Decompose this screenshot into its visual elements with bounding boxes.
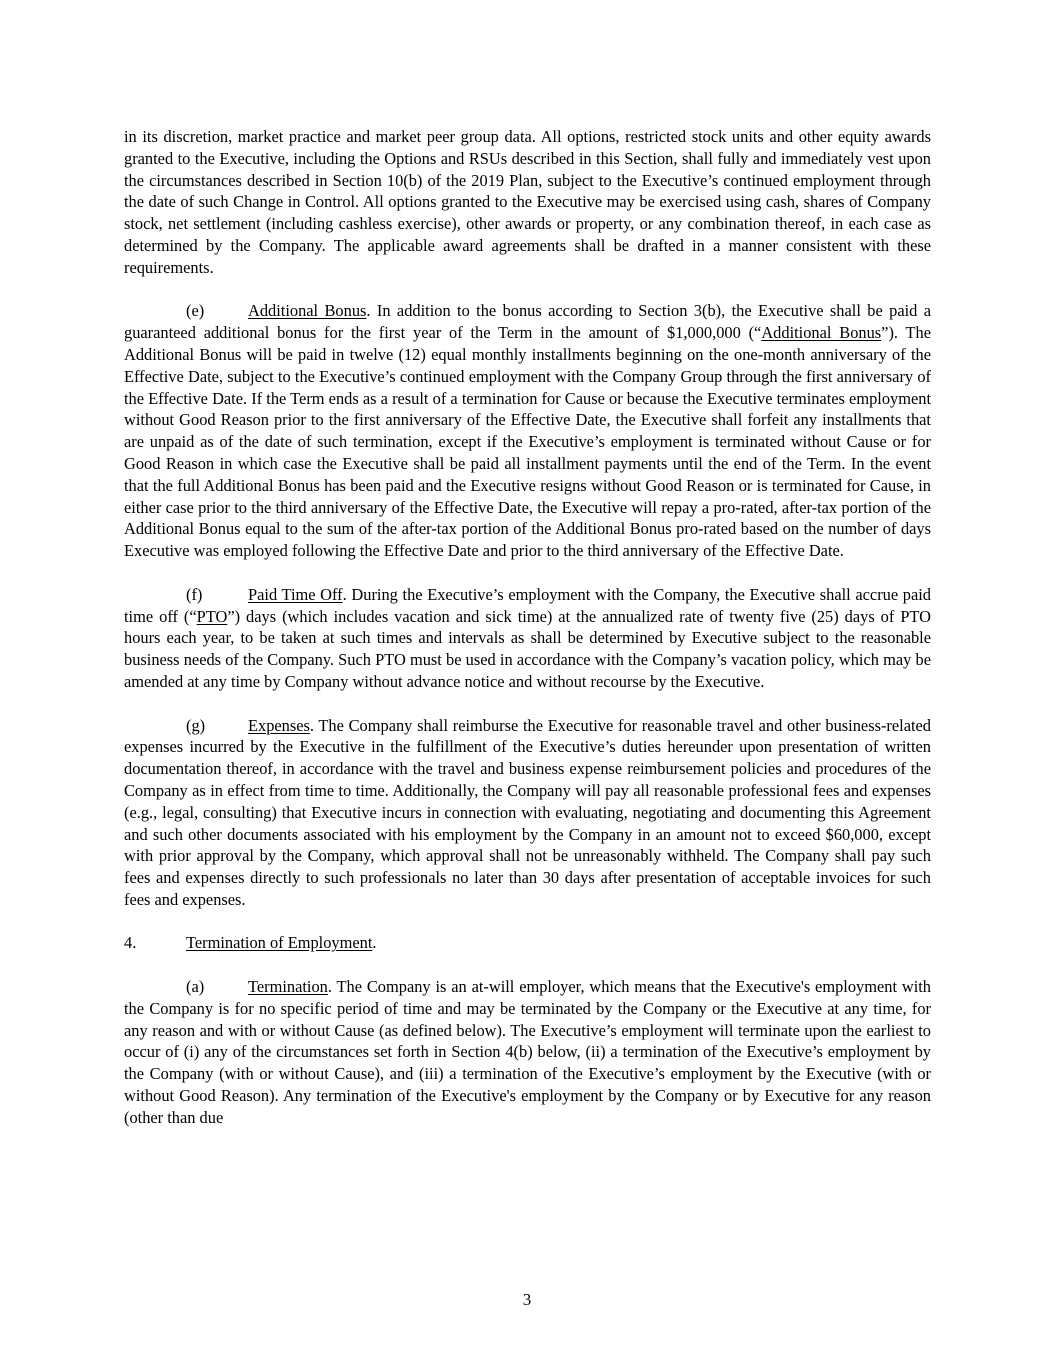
section-number: (e) (186, 301, 205, 321)
section-text: ”). The Additional Bonus will be paid in twelve (12) equal monthly installments beginning on the one-month anniversary of the Effective Date, subject to the Executive’s continued employment with the Company Group through the first anniversary of the Effective Date. If the Term ends as a result of a termination for Cause or because the Executive terminates employment without Good Reason prior to the first anniversary of the Effective Date, the Executive shall forfeit any installments that are unpaid as of the date of such termination, except if the Executive’s employment is terminated without Cause or for Good Reason in which case the Executive shall be paid all installment payments until the end of the Term. In the event that the full Additional Bonus has been paid and the Executive resigns without Good Reason or is terminated for Cause, in either case prior to the third anniversary of the Effective Date, the Executive will repay a pro-rated, after-tax portion of the Additional Bonus equal to the sum of the after-tax portion of the Additional Bonus pro-rated based on the number of days Executive was employed following the Effective Date and prior to the third anniversary of the Effective Date. (124, 323, 932, 561)
section-text: . The Company shall reimburse the Executive for reasonable travel and other business-related expenses incurred by the Executive in the fulfillment of the Executive’s duties hereunder upon presentation of written documentation thereof, in accordance with the travel and business expense reimbursement policies and procedures of the Company as in effect from time to time. Additionally, the Company will pay all reasonable professional fees and expenses (e.g., legal, consulting) that Executive incurs in connection with evaluating, negotiating and documenting this Agreement and such other documents associated with his employment by the Company in an amount not to exceed $60,000, except with prior approval by the Company, which approval shall not be unreasonably withheld. The Company shall pay such fees and expenses directly to such professionals no later than 30 days after presentation of acceptable invoices for such fees and expenses. (124, 715, 931, 909)
section-number: (a) (186, 977, 205, 997)
section-number: 4. (124, 933, 137, 953)
section-g-expenses (124, 715, 931, 911)
section-e-additional-bonus (124, 300, 931, 562)
section-title: Additional Bonus (248, 301, 367, 321)
section-4-heading (124, 932, 931, 954)
defined-term: PTO (196, 606, 228, 626)
section-number: (g) (186, 715, 206, 735)
section-title: Expenses (248, 715, 310, 735)
section-text: . During the Executive’s employment with the Company, the Executive shall accrue paid time off (“ (124, 584, 932, 626)
section-title: Termination of Employment (186, 933, 373, 953)
section-title: Paid Time Off (248, 584, 343, 604)
paragraph-continuation: in its discretion, market practice and market peer group data. All options, restricted stock units and other equity awards granted to the Executive, including the Options and RSUs described in this Section, shall fully and immediately vest upon the circumstances described in Section 10(b) of the 2019 Plan, subject to the Executive’s continued employment through the date of such Change in Control. All options granted to the Executive may be exercised using cash, shares of Company stock, net settlement (including cashless exercise), other awards or property, or any combination thereof, in each case as determined by the Company. The applicable award agreements shall be drafted in a manner consistent with these requirements. (124, 127, 931, 277)
section-number: (f) (186, 584, 203, 604)
defined-term: Additional Bonus (761, 323, 882, 343)
document-page (124, 126, 931, 1129)
section-text: . The Company is an at-will employer, which means that the Executive's employment with the Company is for no specific period of time and may be terminated by the Company or the Executive at any time, for any reason and with or without Cause (as defined below). The Executive’s employment will terminate upon the earliest to occur of (i) any of the circumstances set forth in Section 4(b) below, (ii) a termination of the Executive’s employment by the Company (with or without Cause), and (iii) a termination of the Executive’s employment by the Executive (with or without Good Reason). Any termination of the Executive's employment by the Company or by Executive for any reason (other than due (124, 977, 931, 1127)
page-number: 3 (522, 1290, 532, 1309)
section-title: Termination (248, 977, 328, 997)
section-suffix: . (372, 933, 377, 953)
section-text: . In addition to the bonus according to Section 3(b), the Executive shall be paid a guaranteed additional bonus for the first year of the Term in the amount of $1,000,000 (“ (124, 301, 932, 343)
section-f-paid-time-off (124, 584, 931, 693)
section-4a-termination (124, 976, 931, 1129)
section-text: ”) days (which includes vacation and sick time) at the annualized rate of twenty five (25) days of PTO hours each year, to be taken at such times and intervals as shall be determined by Executive subject to the reasonable business needs of the Company. Such PTO must be used in accordance with the Company’s vacation policy, which may be amended at any time by Company without advance notice and without recourse by the Executive. (124, 606, 931, 691)
